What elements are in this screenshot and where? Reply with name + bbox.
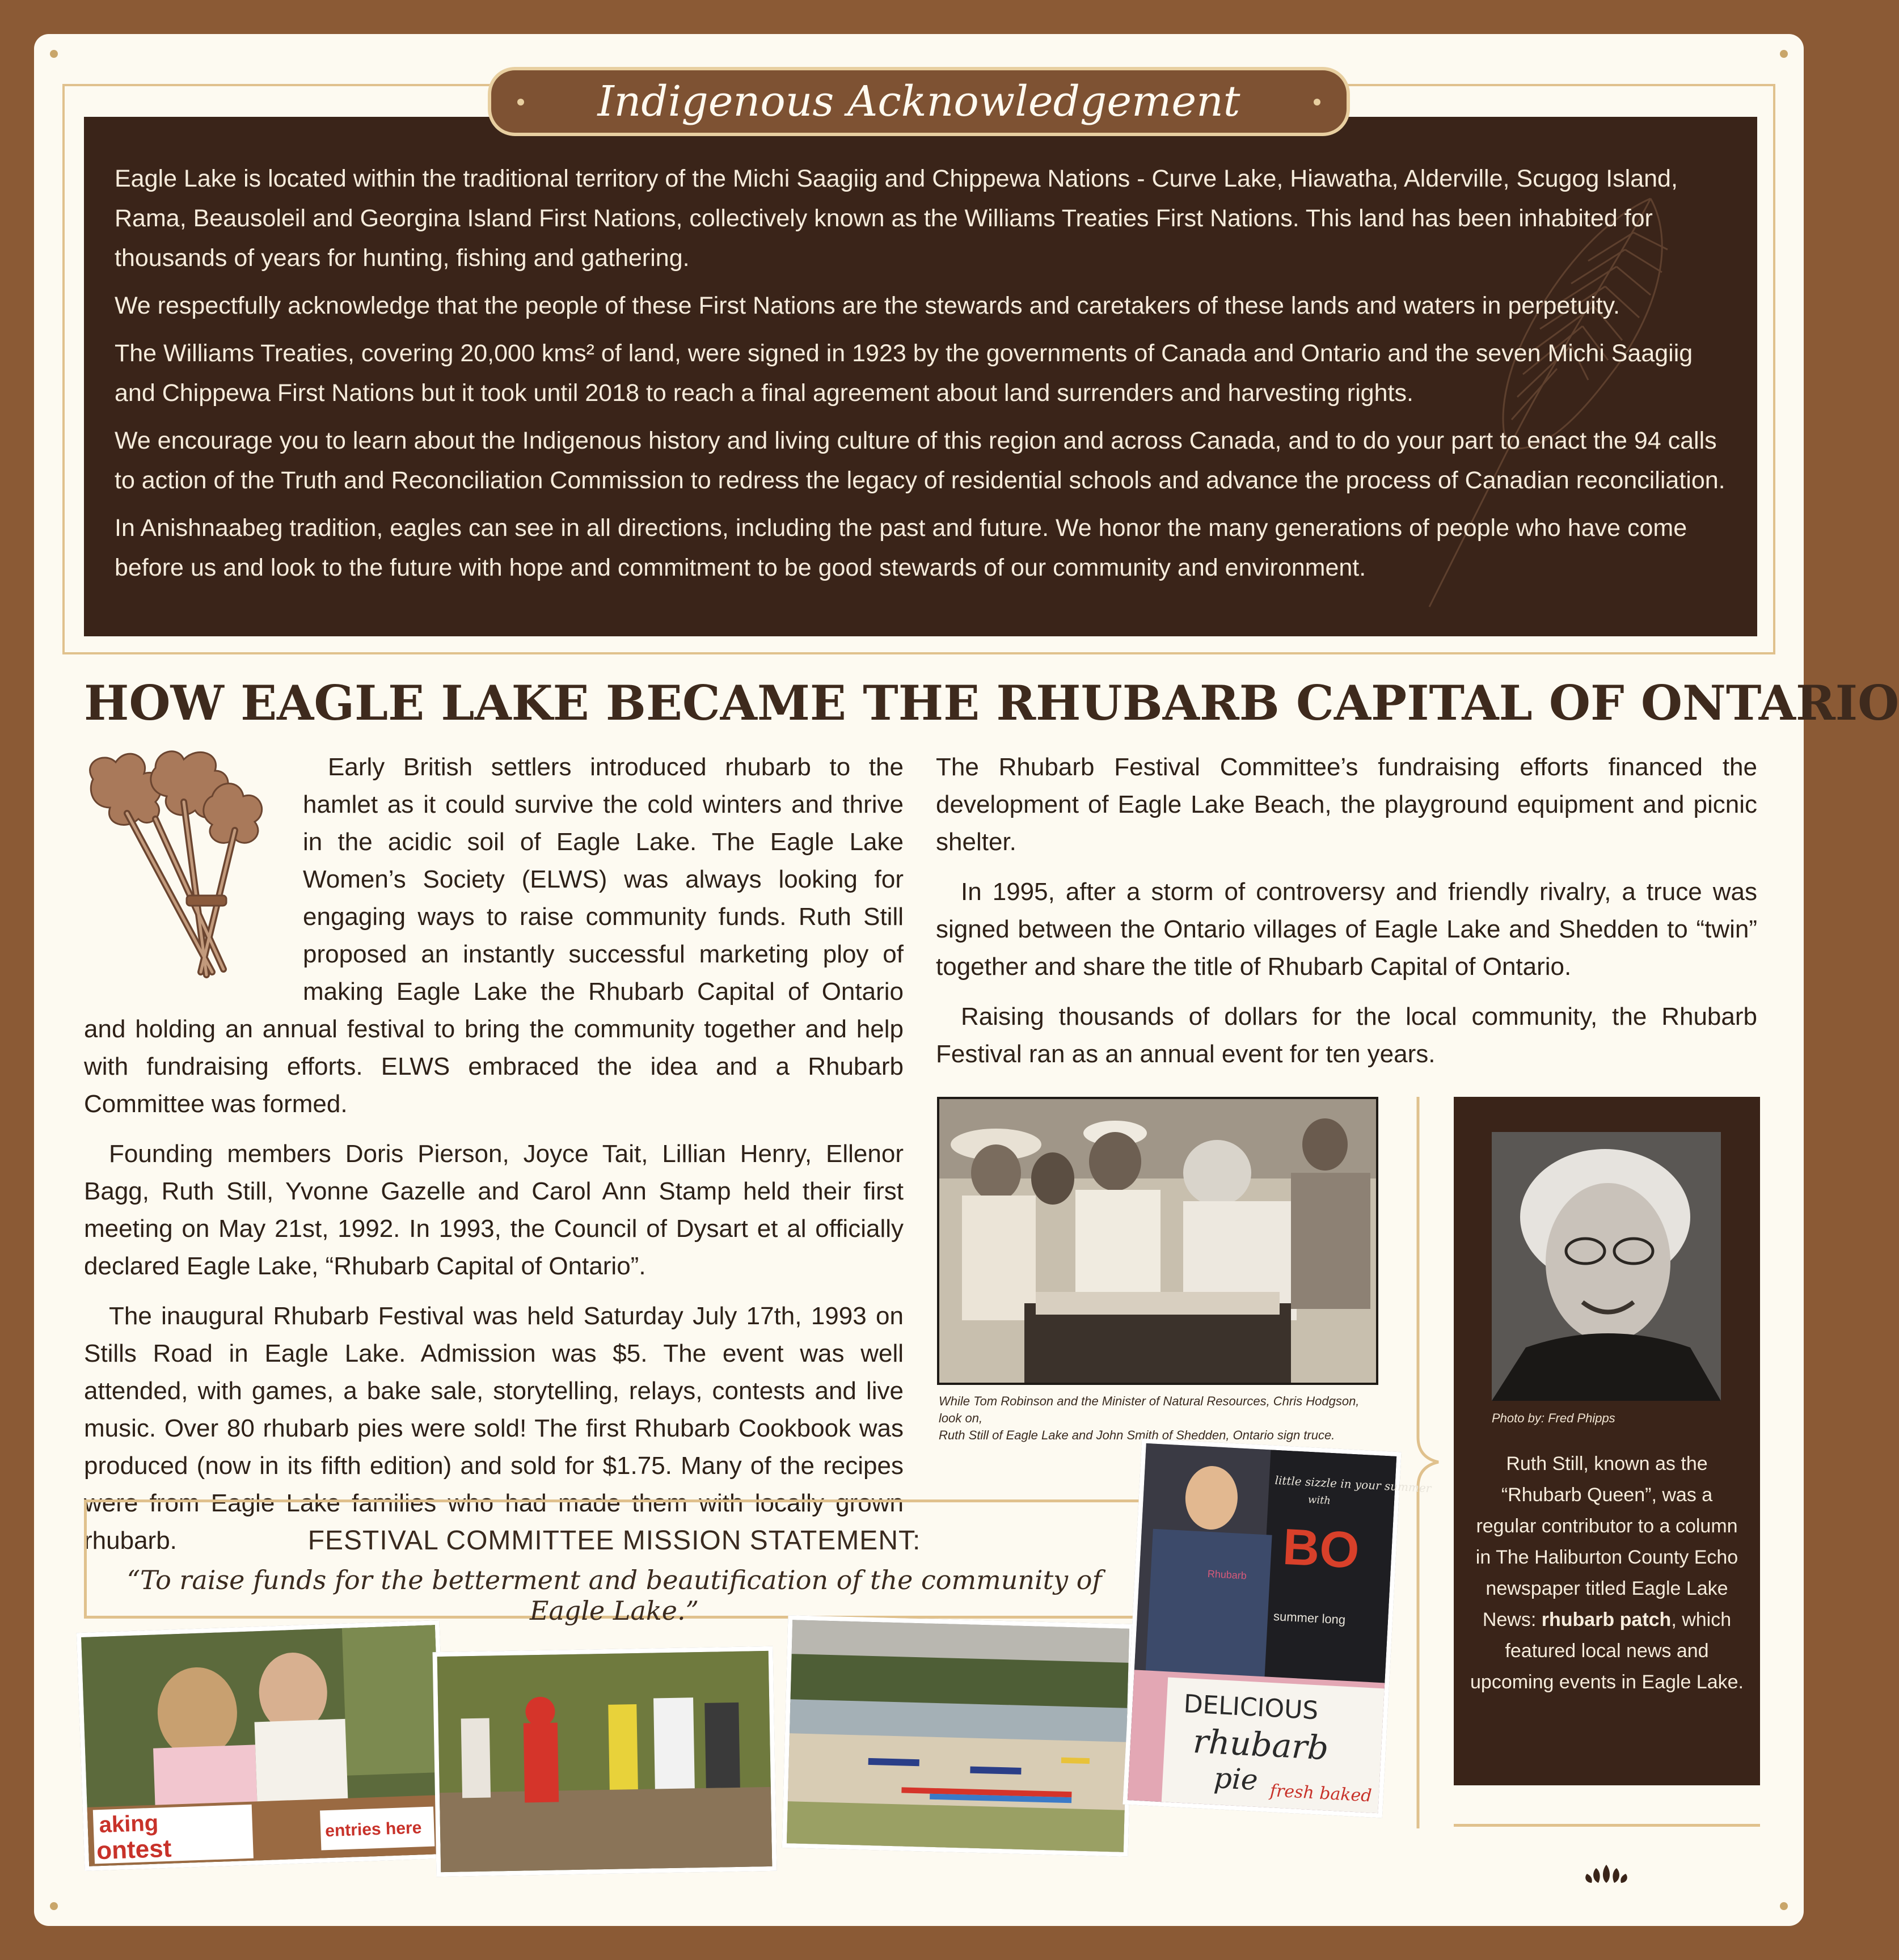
sign-text: Rhubarb	[1207, 1568, 1247, 1582]
right-column	[936, 749, 1757, 1085]
ruth-bio-column-name: rhubarb patch	[1541, 1609, 1672, 1630]
banner-dot	[1314, 99, 1320, 105]
history-paragraph: The inaugural Rhubarb Festival was held Saturday July 17th, 1993 on Stills Road in Eagle Lake. Admission was $5. The event was well attended, with games, a bake sale, storytelling, relays, contests and live music. Over 80 rhubarb pies were sold! The first Rhubarb Cookbook was produced (now in its fifth edition) and sold for $1.75. Many of the recipes were from Eagle Lake families who had made them with locally grown rhubarb.	[84, 1302, 904, 1555]
sign-text: DELICIOUS	[1183, 1689, 1319, 1726]
mission-statement: “To raise funds for the betterment and beautification of the community of Eagle Lake.”	[126, 1565, 1102, 1626]
corner-dot	[50, 1902, 58, 1910]
ruth-bio-text-end: , which featured local news and upcoming events in Eagle Lake.	[1470, 1609, 1744, 1693]
rhubarb-pie-photo	[1122, 1438, 1432, 1818]
acknowledgement-text	[115, 159, 1731, 595]
corner-dot	[1780, 1902, 1788, 1910]
sign-text: aking	[98, 1810, 159, 1838]
mission-statement-box	[84, 1499, 1145, 1626]
baking-contest-photo-image	[81, 1625, 443, 1866]
acknowledgement-paragraph: In Anishnaabeg tradition, eagles can see in all directions, including the past and future. We honor the many generations of people who have come before us and look to the future with hope and commitment to be good stewards of our community and environment.	[115, 514, 1687, 581]
acknowledgement-title-banner	[488, 67, 1350, 136]
sign-text: summer long	[1273, 1609, 1346, 1627]
ornament-icon	[1579, 1862, 1634, 1885]
rhubarb-pie-photo-image	[1128, 1443, 1432, 1813]
acknowledgement-paragraph: Eagle Lake is located within the traditional territory of the Michi Saagiig and Chippewa Nations - Curve Lake, Hiawatha, Alderville, Scugog Island, Rama, Beausoleil and Georgina Island First Nations, collectively known as the Williams Treaties First Nations. This land has been inhabited for thousands of years for hunting, fishing and gathering.	[115, 165, 1678, 272]
left-column	[84, 749, 904, 1572]
beach-playground-photo-image	[787, 1620, 1129, 1852]
sign-text: pie	[1213, 1761, 1259, 1797]
page-headline: HOW EAGLE LAKE BECAME THE RHUBARB CAPITAL OF ONTARIO	[84, 675, 1899, 731]
ruth-photo-credit: Photo by: Fred Phipps	[1492, 1411, 1615, 1425]
acknowledgement-paragraph: We respectfully acknowledge that the people of these First Nations are the stewards and caretakers of these lands and waters in perpetuity.	[115, 292, 1620, 319]
baking-contest-photo	[77, 1620, 448, 1871]
corner-dot	[50, 50, 58, 58]
sign-text: rhubarb	[1192, 1721, 1330, 1768]
history-paragraph: Early British settlers introduced rhubarb to the hamlet as it could survive the cold winters and thrive in the acidic soil of Eagle Lake. The Eagle Lake Women’s Society (ELWS) was always looking for engaging ways to raise community funds. Ruth Still proposed an instantly successful marketing ploy of making Eagle Lake the Rhubarb Capital of Ontario and holding an annual festival to bring the community together and help with fundraising efforts. ELWS embraced the idea and a Rhubarb Committee was formed.	[84, 753, 904, 1118]
acknowledgement-paragraph: The Williams Treaties, covering 20,000 kms² of land, were signed in 1923 by the governments of Canada and Ontario and the seven Michi Saagiig and Chippewa First Nations but it took until 2018 to reach a final agreement about land surrenders and harvesting rights.	[115, 340, 1693, 407]
truce-photo	[937, 1097, 1378, 1385]
sign-text: BO	[1281, 1518, 1361, 1579]
ruth-bio-text: Ruth Still, known as the “Rhubarb Queen”, was a regular contributor to a column in The Haliburton County Echo newspaper titled Eagle Lake News:	[1475, 1453, 1738, 1630]
ruth-still-portrait	[1492, 1132, 1721, 1401]
mission-title: FESTIVAL COMMITTEE MISSION STATEMENT:	[307, 1526, 921, 1556]
corner-dot	[1780, 50, 1788, 58]
sign-text: fresh baked	[1269, 1781, 1373, 1806]
sign-text: little sizzle in your summer	[1275, 1473, 1432, 1496]
history-paragraph: In 1995, after a storm of controversy and friendly rivalry, a truce was signed between the Ontario villages of Eagle Lake and Shedden to “twin” together and share the title of Rhubarb Capital of Ontario.	[936, 878, 1757, 981]
sign-text: ontest	[96, 1834, 172, 1865]
history-paragraph: The Rhubarb Festival Committee’s fundraising efforts financed the development of Eagle Lake Beach, the playground equipment and picnic shelter.	[936, 753, 1757, 856]
relay-race-photo	[433, 1646, 777, 1877]
bracket-divider	[1416, 1097, 1450, 1828]
rhubarb-bundle-icon	[70, 745, 292, 983]
truce-caption-line: Ruth Still of Eagle Lake and John Smith of Shedden, Ontario sign truce.	[939, 1428, 1335, 1442]
sign-text: with	[1307, 1493, 1331, 1507]
ruth-still-bio	[1469, 1448, 1745, 1698]
acknowledgement-title: Indigenous Acknowledgement	[597, 77, 1240, 126]
beach-playground-photo	[782, 1615, 1134, 1857]
ruth-still-portrait-image	[1492, 1132, 1721, 1401]
acknowledgement-paragraph: We encourage you to learn about the Indigenous history and living culture of this region and across Canada, and to do your part to enact the 94 calls to action of the Truth and Reconciliation Commission to redress the legacy of residential schools and advance the process of Canadian reconciliation.	[115, 427, 1725, 494]
truce-caption	[939, 1393, 1381, 1444]
sign-text: entries here	[324, 1818, 422, 1841]
banner-dot	[517, 99, 524, 105]
truce-photo-image	[939, 1099, 1376, 1383]
history-paragraph: Raising thousands of dollars for the local community, the Rhubarb Festival ran as an annual event for ten years.	[936, 1003, 1757, 1068]
truce-caption-line: While Tom Robinson and the Minister of Natural Resources, Chris Hodgson, look on,	[939, 1394, 1360, 1425]
relay-race-photo-image	[437, 1651, 773, 1872]
ruth-divider-line	[1454, 1824, 1760, 1827]
history-paragraph: Founding members Doris Pierson, Joyce Tait, Lillian Henry, Ellenor Bagg, Ruth Still, Yvonne Gazelle and Carol Ann Stamp held their first meeting on May 21st, 1992. In 1993, the Council of Dysart et al officially declared Eagle Lake, “Rhubarb Capital of Ontario”.	[84, 1140, 904, 1280]
